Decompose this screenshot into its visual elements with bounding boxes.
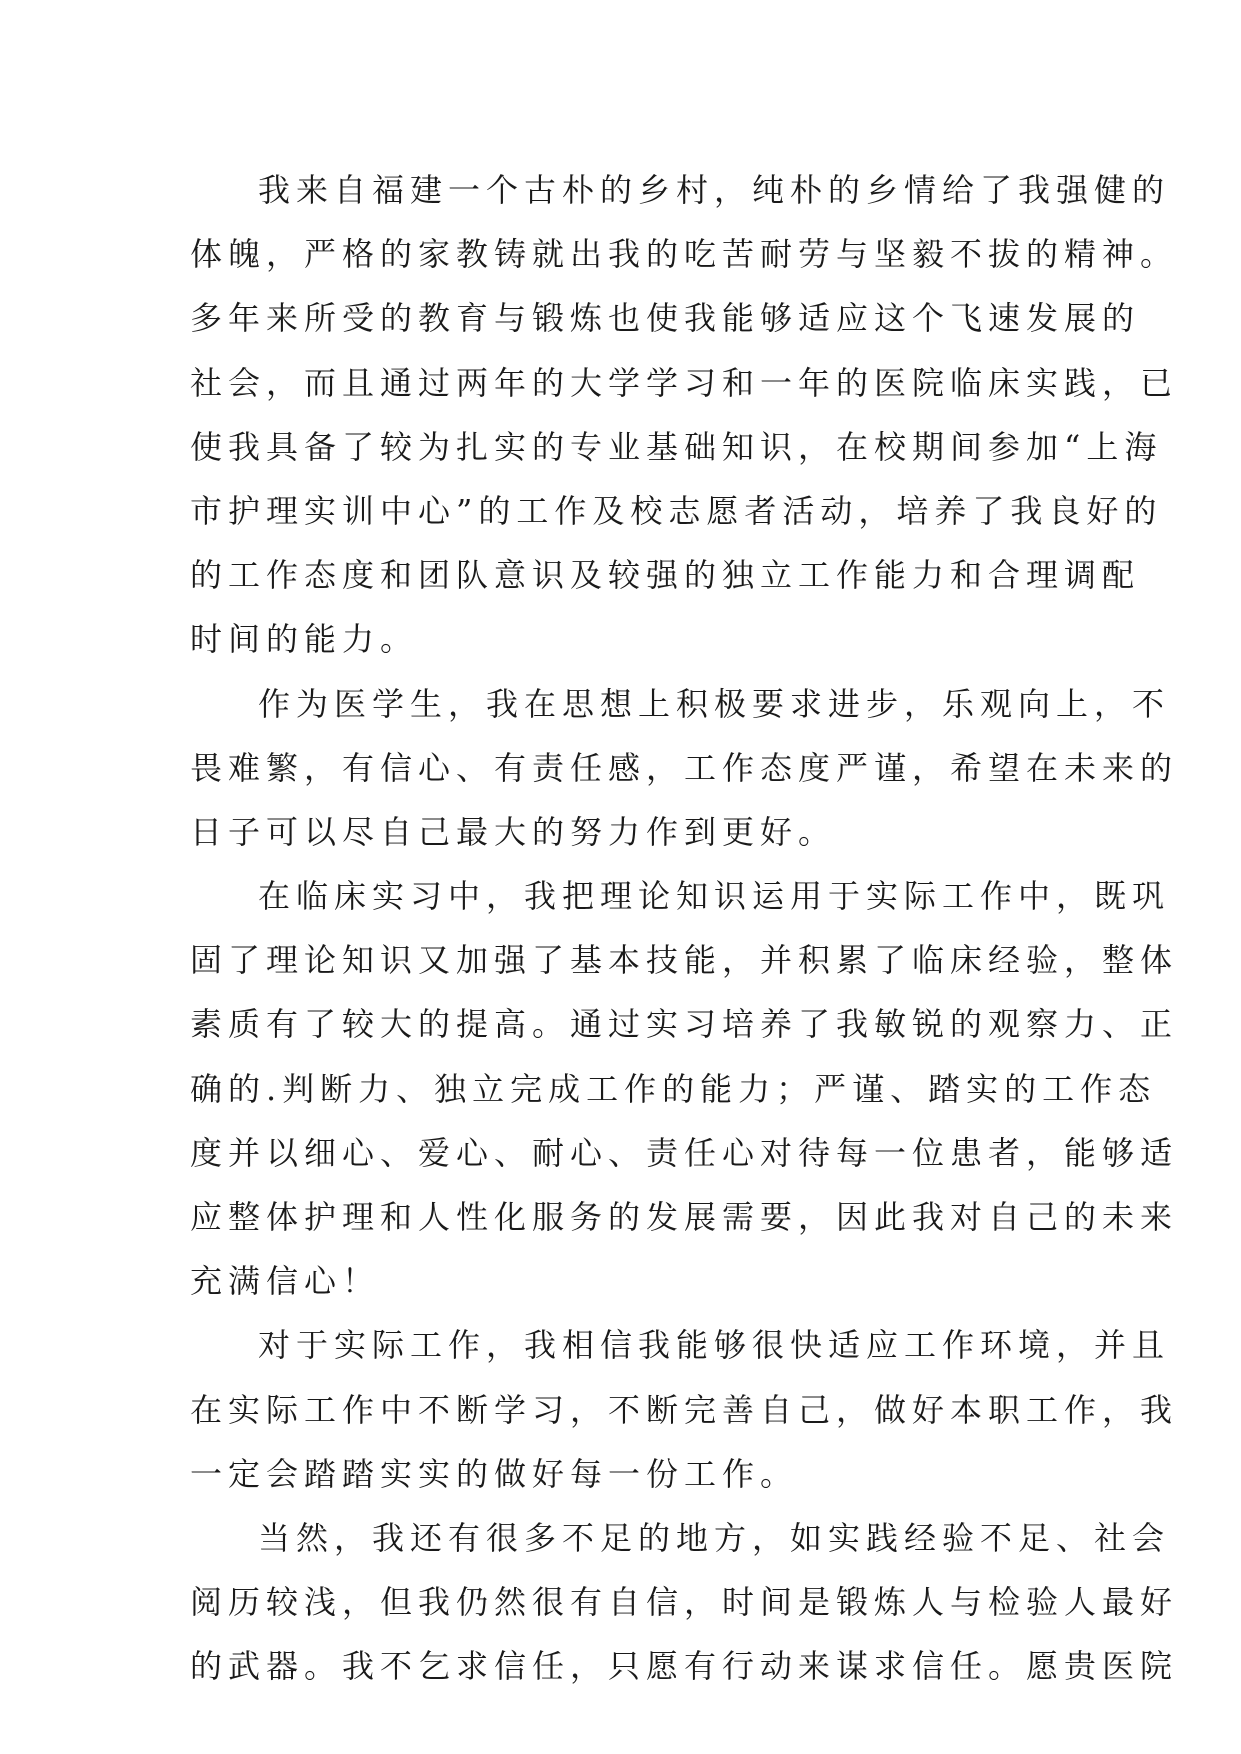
- paragraph-1-line-2: 体魄，严格的家教铸就出我的吃苦耐劳与坚毅不拔的精神。: [190, 235, 1179, 274]
- paragraph-3-line-1: 在临床实习中，我把理论知识运用于实际工作中，既巩: [258, 877, 1171, 916]
- paragraph-3-line-4: 确的.判断力、独立完成工作的能力；严谨、踏实的工作态: [190, 1069, 1157, 1108]
- paragraph-2-line-3: 日子可以尽自己最大的努力作到更好。: [190, 812, 837, 851]
- paragraph-1-line-7: 的工作态度和团队意识及较强的独立工作能力和合理调配: [190, 556, 1141, 595]
- paragraph-3-line-3: 素质有了较大的提高。通过实习培养了我敏锐的观察力、正: [190, 1005, 1179, 1044]
- paragraph-2-line-2: 畏难繁，有信心、有责任感，工作态度严谨，希望在未来的: [190, 748, 1179, 787]
- paragraph-5-line-2: 阅历较浅，但我仍然很有自信，时间是锻炼人与检验人最好: [190, 1583, 1179, 1622]
- paragraph-2-line-1: 作为医学生，我在思想上积极要求进步，乐观向上，不: [258, 684, 1171, 723]
- paragraph-3-line-7: 充满信心！: [190, 1262, 381, 1301]
- paragraph-1-line-6: 市护理实训中心”的工作及校志愿者活动，培养了我良好的: [190, 491, 1163, 530]
- paragraph-3-line-6: 应整体护理和人性化服务的发展需要，因此我对自己的未来: [190, 1198, 1179, 1236]
- paragraph-1-line-8: 时间的能力。: [190, 620, 419, 659]
- paragraph-4-line-1: 对于实际工作，我相信我能够很快适应工作环境，并且: [258, 1326, 1171, 1365]
- paragraph-3-line-2: 固了理论知识又加强了基本技能，并积累了临床经验，整体: [190, 941, 1179, 980]
- paragraph-4-line-3: 一定会踏踏实实的做好每一份工作。: [190, 1454, 799, 1493]
- paragraph-4-line-2: 在实际工作中不断学习，不断完善自己，做好本职工作，我: [190, 1390, 1179, 1429]
- document-body: [190, 158, 1179, 1699]
- paragraph-1-line-1: 我来自福建一个古朴的乡村，纯朴的乡情给了我强健的: [258, 171, 1171, 209]
- paragraph-5-line-3: 的武器。我不乞求信任，只愿有行动来谋求信任。愿贵医院: [190, 1647, 1179, 1686]
- paragraph-1-line-3: 多年来所受的教育与锻炼也使我能够适应这个飞速发展的: [190, 299, 1141, 338]
- paragraph-1-line-4: 社会，而且通过两年的大学学习和一年的医院临床实践，已: [190, 363, 1179, 402]
- paragraph-1-line-5: 使我具备了较为扎实的专业基础知识，在校期间参加“上海: [190, 427, 1163, 466]
- paragraph-5-line-1: 当然，我还有很多不足的地方，如实践经验不足、社会: [258, 1518, 1171, 1557]
- paragraph-3-line-5: 度并以细心、爱心、耐心、责任心对待每一位患者，能够适: [190, 1133, 1179, 1172]
